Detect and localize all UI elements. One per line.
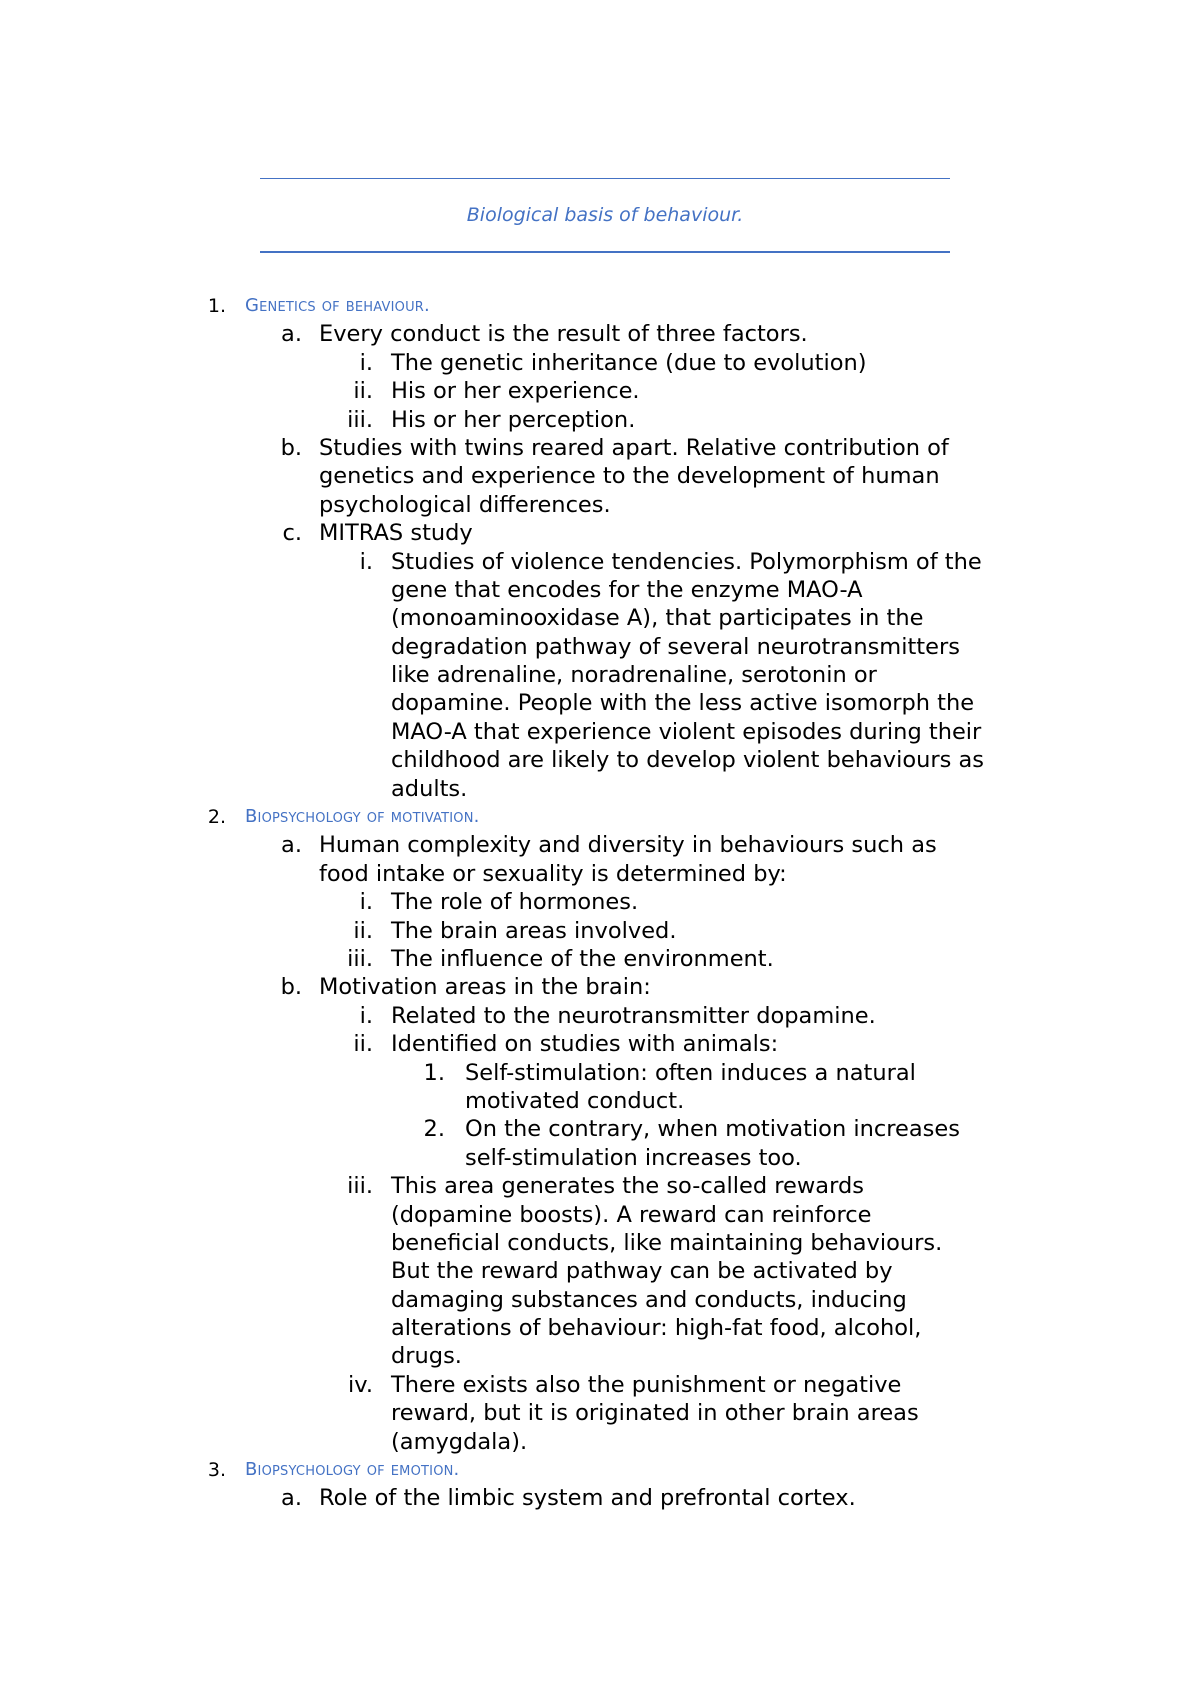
item-text: psychological differences. xyxy=(319,491,611,518)
item-marker: a. xyxy=(281,1485,302,1512)
subitem-text: The genetic inheritance (due to evolution) xyxy=(391,349,867,376)
section-line xyxy=(0,803,1200,831)
subitem-line xyxy=(0,888,1200,916)
subitem-marker: i. xyxy=(359,1002,373,1029)
item-marker: b. xyxy=(280,974,302,1001)
document-title: Biological basis of behaviour. xyxy=(466,204,744,226)
subitem-line xyxy=(0,576,1200,604)
subsubitem-line xyxy=(0,1115,1200,1143)
subitem-line xyxy=(0,746,1200,774)
subsubitem-marker: 2. xyxy=(423,1116,445,1143)
subitem-text: But the reward pathway can be activated by xyxy=(391,1258,893,1285)
subitem-line xyxy=(0,406,1200,434)
subitem-text: The brain areas involved. xyxy=(391,917,677,944)
subitem-line xyxy=(0,661,1200,689)
item-text: Role of the limbic system and prefrontal cortex. xyxy=(319,1485,856,1512)
item-line xyxy=(0,491,1200,519)
subitem-text: like adrenaline, noradrenaline, serotonin or xyxy=(391,662,877,689)
subitem-text: There exists also the punishment or negative xyxy=(391,1371,902,1398)
subitem-line xyxy=(0,604,1200,632)
item-text: food intake or sexuality is determined by: xyxy=(319,860,787,887)
subitem-text: Related to the neurotransmitter dopamine. xyxy=(391,1002,876,1029)
subitem-text: drugs. xyxy=(391,1343,462,1370)
item-text: Every conduct is the result of three factors. xyxy=(319,321,808,348)
item-line xyxy=(0,320,1200,348)
subitem-text: His or her experience. xyxy=(391,378,640,405)
subitem-marker: i. xyxy=(359,349,373,376)
section-marker: 2. xyxy=(207,806,226,829)
subitem-line xyxy=(0,1002,1200,1030)
subitem-line xyxy=(0,1172,1200,1200)
item-text: genetics and experience to the development of human xyxy=(319,463,940,490)
section-line xyxy=(0,292,1200,320)
subitem-text: His or her perception. xyxy=(391,406,636,433)
subitem-line xyxy=(0,633,1200,661)
item-line xyxy=(0,1484,1200,1512)
subitem-marker: iii. xyxy=(347,1173,373,1200)
subitem-text: The influence of the environment. xyxy=(391,945,774,972)
subitem-marker: i. xyxy=(359,548,373,575)
subsubitem-text: self-stimulation increases too. xyxy=(465,1144,802,1171)
section-heading: Genetics of behaviour. xyxy=(245,295,430,316)
section-heading: Biopsychology of motivation. xyxy=(245,806,480,828)
subitem-line xyxy=(0,1201,1200,1229)
item-text: Human complexity and diversity in behaviours such as xyxy=(319,832,937,859)
subitem-text: This area generates the so-called rewards xyxy=(391,1173,864,1200)
section-line xyxy=(0,1456,1200,1484)
subitem-text: (amygdala). xyxy=(391,1428,528,1455)
subitem-line xyxy=(0,377,1200,405)
subitem-marker: ii. xyxy=(353,1031,373,1058)
subsubitem-line xyxy=(0,1059,1200,1087)
subitem-text: dopamine. People with the less active isomorph the xyxy=(391,690,975,717)
subitem-line xyxy=(0,1371,1200,1399)
item-marker: a. xyxy=(281,832,302,859)
item-line xyxy=(0,462,1200,490)
subitem-line xyxy=(0,718,1200,746)
item-line xyxy=(0,860,1200,888)
subitem-marker: ii. xyxy=(353,378,373,405)
item-marker: c. xyxy=(282,520,302,547)
section-heading: Biopsychology of emotion. xyxy=(245,1459,460,1481)
subitem-line xyxy=(0,548,1200,576)
subitem-text: childhood are likely to develop violent behaviours as xyxy=(391,747,985,774)
subitem-line xyxy=(0,1030,1200,1058)
document-body xyxy=(0,292,1200,1513)
item-line xyxy=(0,434,1200,462)
subitem-text: alterations of behaviour: high-fat food, alcohol, xyxy=(391,1315,922,1342)
item-marker: b. xyxy=(280,434,302,461)
subitem-line xyxy=(0,1286,1200,1314)
subitem-marker: iii. xyxy=(347,406,373,433)
subitem-line xyxy=(0,1399,1200,1427)
subitem-text: gene that encodes for the enzyme MAO-A xyxy=(391,576,863,603)
subitem-text: (monoaminooxidase A), that participates in the xyxy=(391,605,924,632)
subsubitem-line xyxy=(0,1144,1200,1172)
subitem-text: reward, but it is originated in other brain areas xyxy=(391,1400,919,1427)
subitem-line xyxy=(0,1257,1200,1285)
subitem-text: Studies of violence tendencies. Polymorphism of the xyxy=(391,548,982,575)
subitem-line xyxy=(0,917,1200,945)
subitem-marker: iii. xyxy=(347,945,373,972)
item-text: Motivation areas in the brain: xyxy=(319,974,651,1001)
subitem-line xyxy=(0,775,1200,803)
subitem-line xyxy=(0,349,1200,377)
subitem-text: Identified on studies with animals: xyxy=(391,1031,779,1058)
subitem-line xyxy=(0,945,1200,973)
subsubitem-line xyxy=(0,1087,1200,1115)
subsubitem-text: On the contrary, when motivation increases xyxy=(465,1116,960,1143)
subitem-text: MAO-A that experience violent episodes during their xyxy=(391,718,982,745)
subitem-line xyxy=(0,689,1200,717)
item-marker: a. xyxy=(281,321,302,348)
subitem-text: The role of hormones. xyxy=(391,889,639,916)
subitem-text: (dopamine boosts). A reward can reinforce xyxy=(391,1201,872,1228)
subitem-line xyxy=(0,1229,1200,1257)
header-rule-bottom xyxy=(260,251,950,253)
item-text: Studies with twins reared apart. Relative contribution of xyxy=(319,434,949,461)
subitem-marker: ii. xyxy=(353,917,373,944)
subsubitem-text: motivated conduct. xyxy=(465,1087,685,1114)
subitem-line xyxy=(0,1342,1200,1370)
subitem-line xyxy=(0,1314,1200,1342)
subsubitem-marker: 1. xyxy=(423,1059,445,1086)
section-marker: 3. xyxy=(207,1459,226,1482)
subsubitem-text: Self-stimulation: often induces a natural xyxy=(465,1059,916,1086)
item-line xyxy=(0,973,1200,1001)
item-line xyxy=(0,519,1200,547)
subitem-text: beneficial conducts, like maintaining behaviours. xyxy=(391,1229,943,1256)
item-text: MITRAS study xyxy=(319,520,473,547)
subitem-text: damaging substances and conducts, inducing xyxy=(391,1286,907,1313)
subitem-marker: i. xyxy=(359,889,373,916)
subitem-text: degradation pathway of several neurotransmitters xyxy=(391,633,960,660)
document-header xyxy=(260,178,950,253)
subitem-line xyxy=(0,1428,1200,1456)
section-marker: 1. xyxy=(207,295,226,317)
item-line xyxy=(0,831,1200,859)
subitem-text: adults. xyxy=(391,775,468,802)
subitem-marker: iv. xyxy=(348,1371,373,1398)
